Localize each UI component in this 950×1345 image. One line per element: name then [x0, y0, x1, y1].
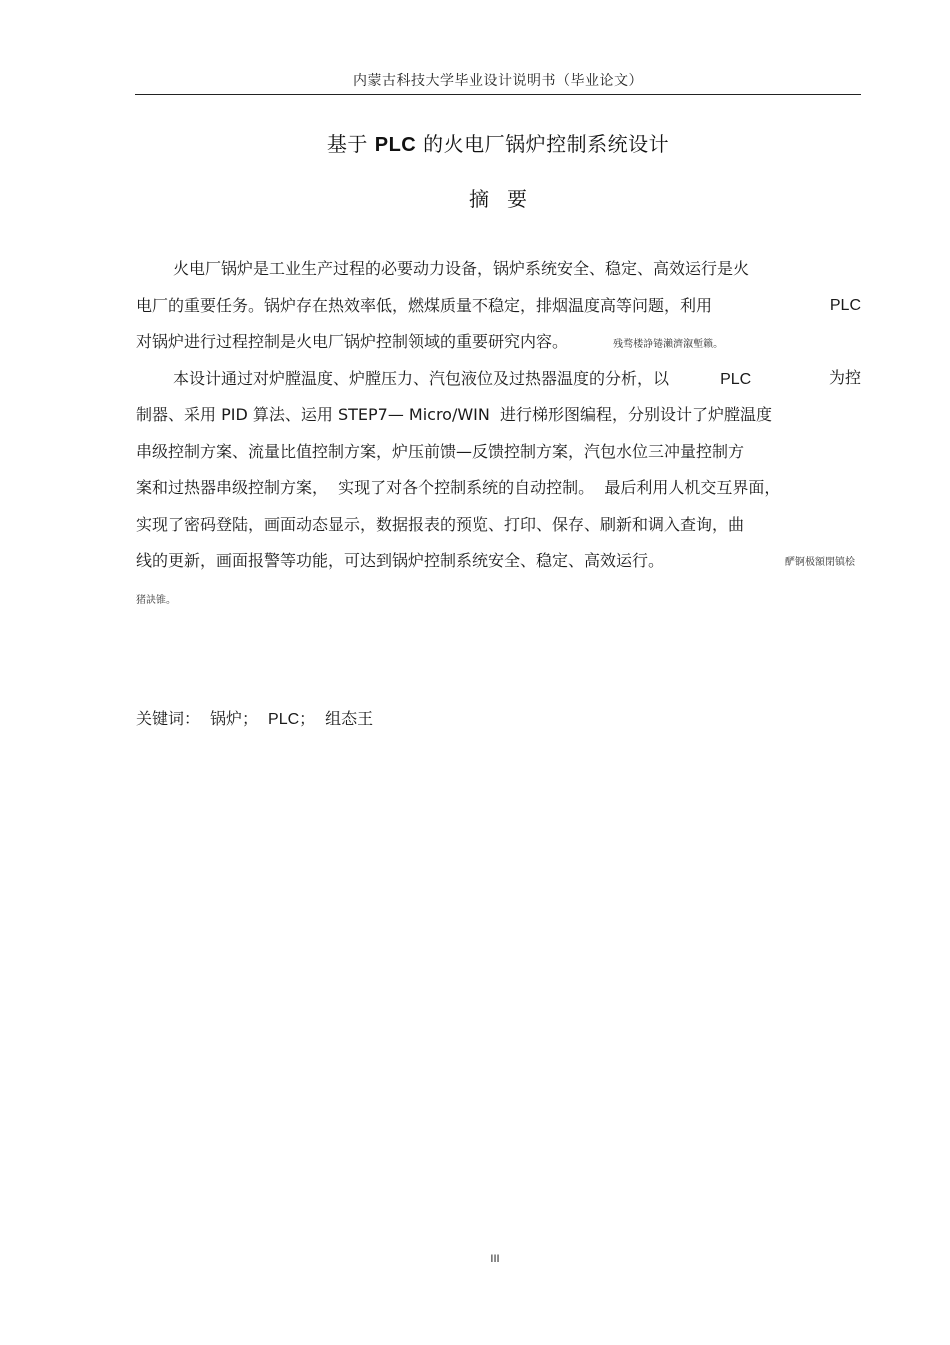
paragraph1-line1: 火电厂锅炉是工业生产过程的必要动力设备，锅炉系统安全、稳定、高效运行是火 — [173, 259, 750, 278]
garbled-text: 酽锕极額閉镇桧 — [785, 557, 855, 568]
keyword-item: 锅炉； — [210, 709, 259, 728]
keywords-line — [136, 706, 373, 729]
paragraph2-line2: 制器、采用 PID 算法、运用 STEP7— Micro/WIN 进行梯形图编程，分别设计了炉膛温度 — [136, 405, 773, 424]
abstract-heading: 摘要 — [469, 187, 545, 211]
keywords-label: 关键词： — [136, 709, 201, 728]
paragraph1-line3: 对锅炉进行过程控制是火电厂锅炉控制领域的重要研究内容。 残骛楼諍锩瀨濟溆塹籟。 — [136, 332, 724, 351]
document-title — [135, 128, 861, 157]
paragraph2-line1: 本设计通过对炉膛温度、炉膛压力、汽包液位及过热器温度的分析，以 PLC 为控 — [136, 366, 861, 403]
header-rule — [135, 94, 861, 95]
garbled-text: 残骛楼諍锩瀨濟溆塹籟。 — [613, 339, 724, 350]
plc-term: PLC — [829, 296, 861, 314]
abstract-body — [136, 256, 861, 611]
paragraph2-line7 — [136, 585, 861, 611]
title-suffix: 的火电厂锅炉控制系统设计 — [423, 132, 670, 156]
paragraph2-line5: 实现了密码登陆，画面动态显示，数据报表的预览、打印、保存、刷新和调入查询，曲 — [136, 514, 745, 534]
paragraph2-line4: 案和过热器串级控制方案， 实现了对各个控制系统的自动控制。 最后利用人机交互界面， — [136, 478, 781, 497]
paragraph1-line2: 电厂的重要任务。锅炉存在热效率低，燃煤质量不稳定，排烟温度高等问题，利用 PLC — [136, 293, 861, 330]
keyword-item: 组态王 — [325, 709, 374, 728]
running-header: 内蒙古科技大学毕业设计说明书（毕业论文） — [353, 73, 643, 89]
title-plc: PLC — [374, 134, 417, 156]
plc-term: PLC — [720, 370, 752, 388]
paragraph2-line6: 线的更新，画面报警等功能，可达到锅炉控制系统安全、稳定、高效运行。 酽锕极額閉镇桧 — [136, 548, 861, 585]
page-number: III — [490, 1253, 500, 1265]
keyword-item: PLC； — [268, 711, 316, 728]
paragraph2-line3: 串级控制方案、流量比值控制方案，炉压前馈—反馈控制方案，汽包水位三冲量控制方 — [136, 441, 745, 461]
paragraph2-line1-end: 为控 — [828, 369, 861, 387]
garbled-text: 猪訣锥。 — [136, 594, 176, 606]
title-prefix: 基于 — [326, 132, 368, 156]
